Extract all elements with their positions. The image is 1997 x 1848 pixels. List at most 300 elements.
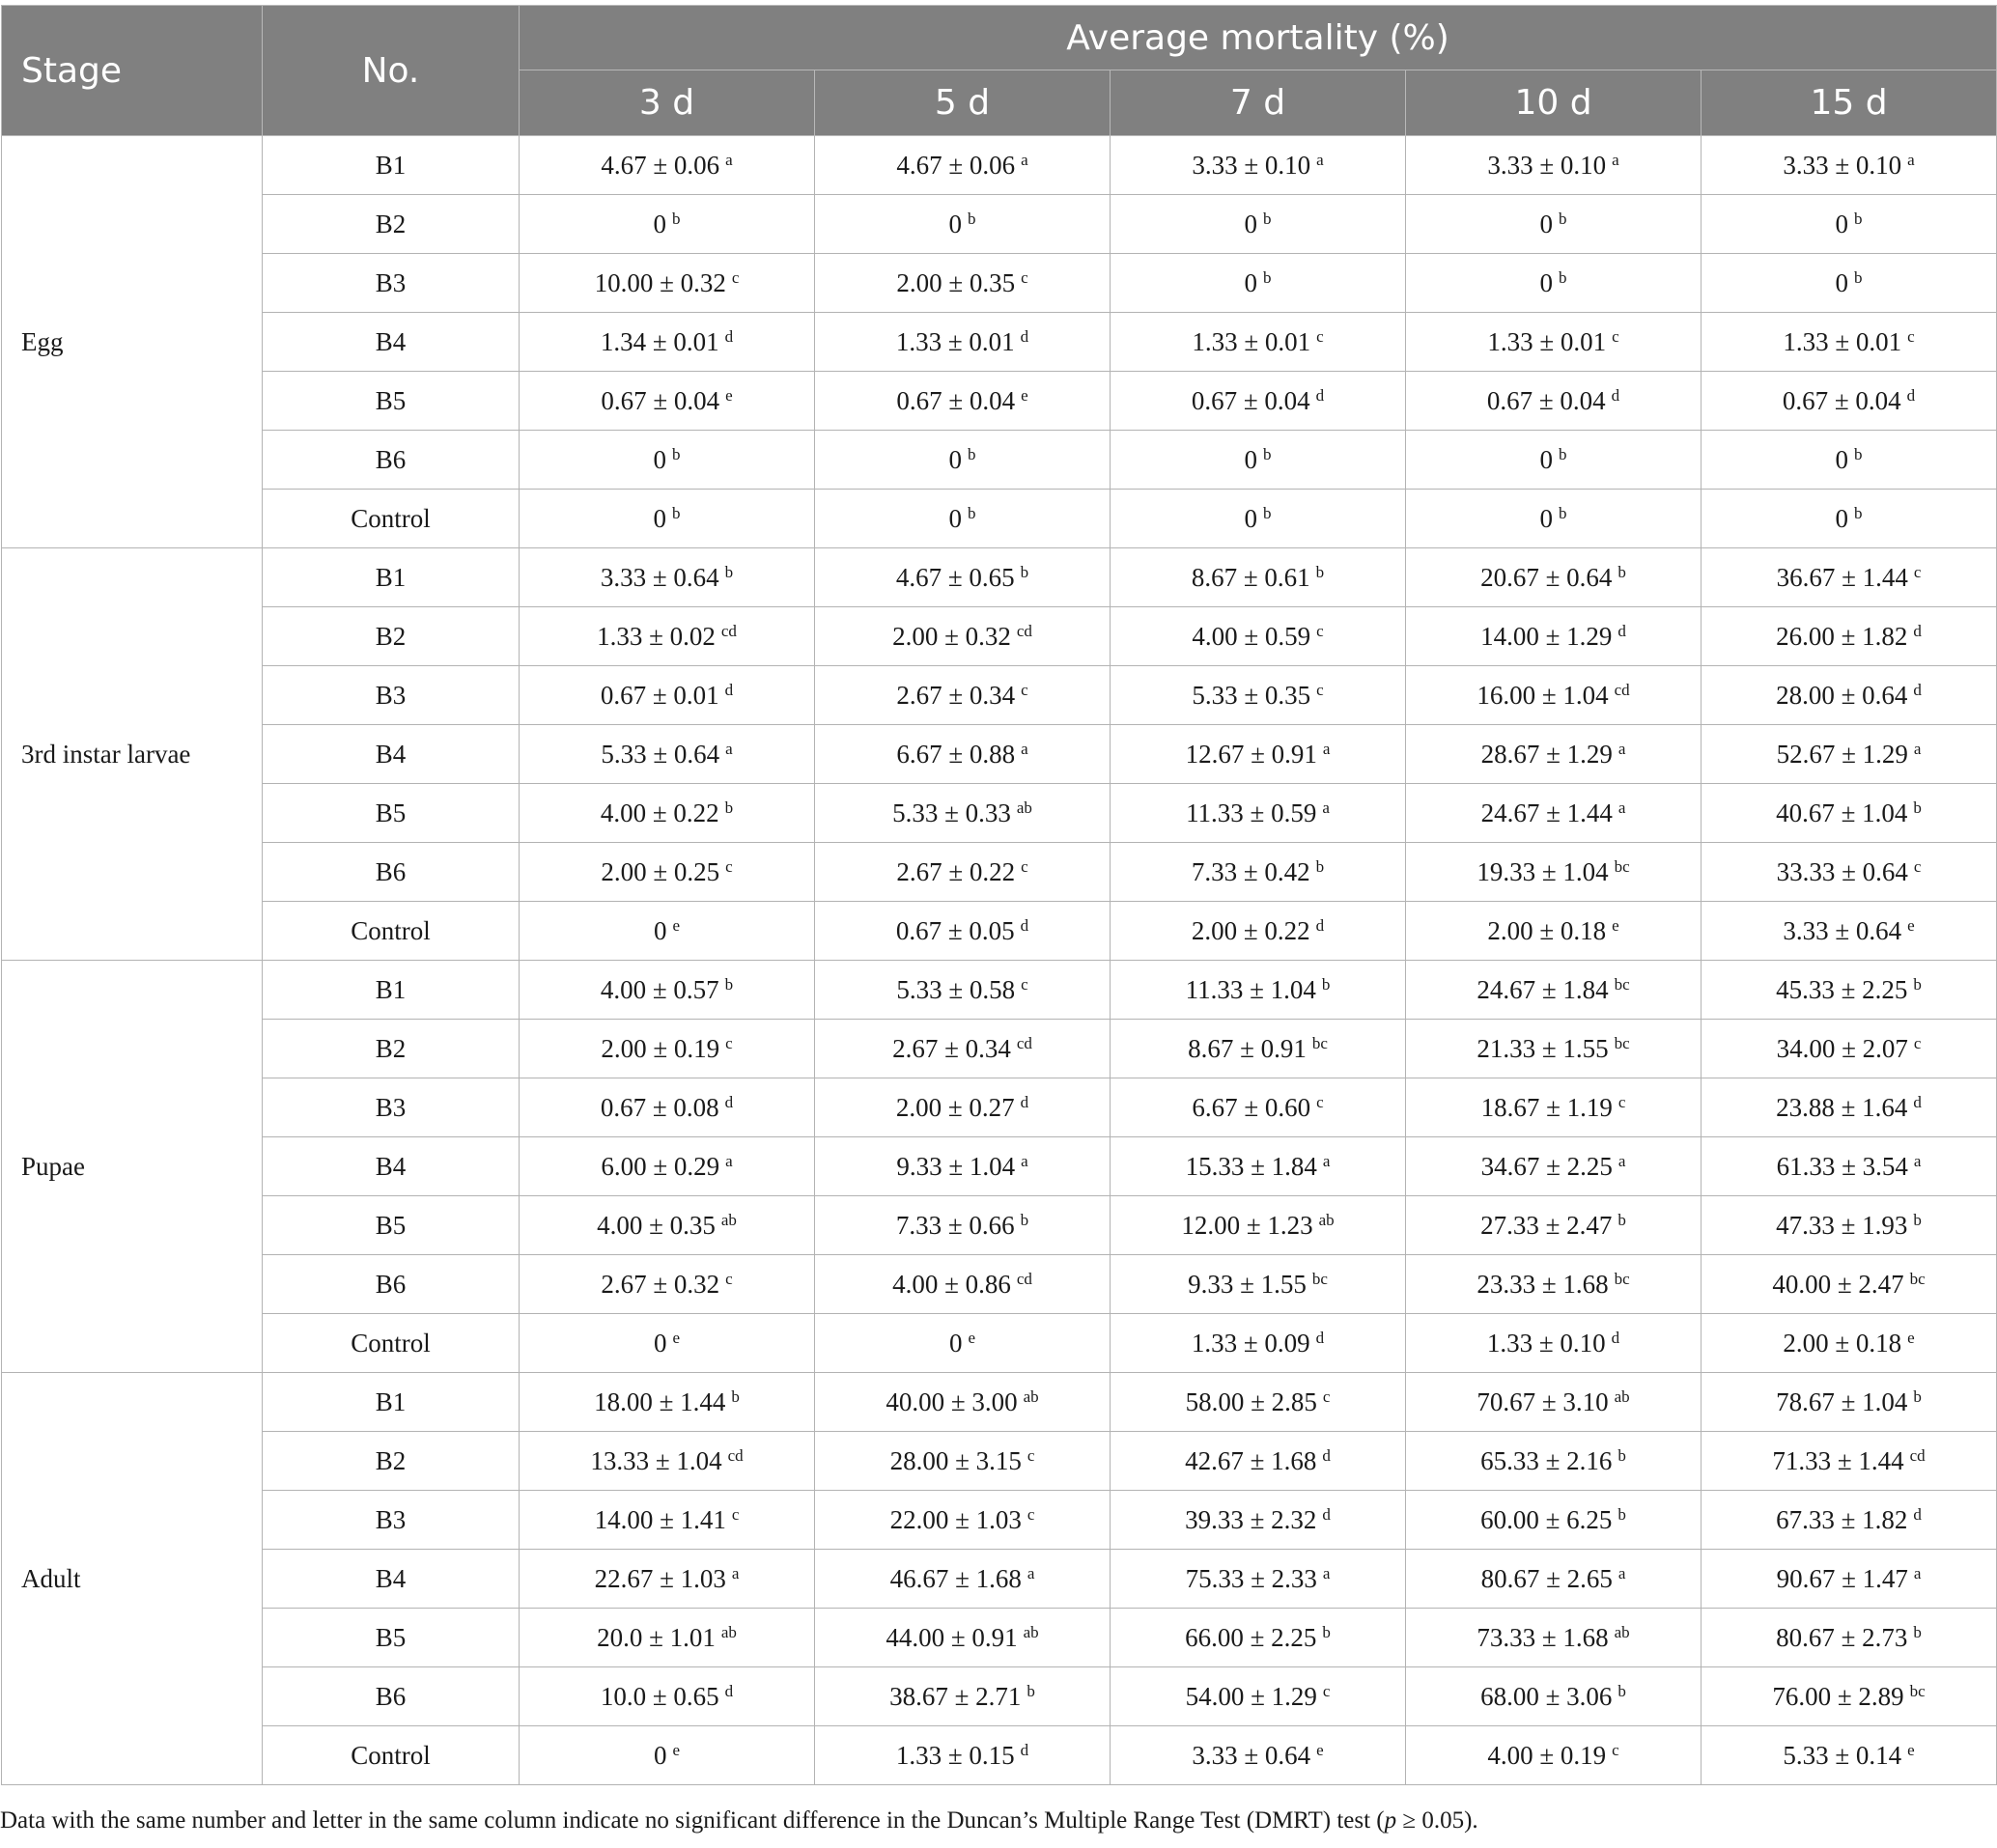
treatment-number-cell: B5 bbox=[263, 1609, 520, 1667]
mortality-value-cell bbox=[520, 725, 815, 784]
mortality-value-cell bbox=[1702, 725, 1997, 784]
mortality-value-cell bbox=[1111, 372, 1406, 431]
significance-letter: a bbox=[1913, 1151, 1922, 1170]
mortality-value-cell bbox=[1406, 1432, 1702, 1491]
significance-letter: b bbox=[1854, 209, 1863, 228]
stage-cell: 3rd instar larvae bbox=[2, 548, 263, 961]
significance-letter: a bbox=[1617, 1563, 1626, 1582]
mortality-value-cell bbox=[1406, 431, 1702, 490]
significance-letter: b bbox=[724, 562, 734, 581]
significance-letter: b bbox=[1263, 503, 1272, 522]
significance-letter: b bbox=[1559, 209, 1567, 228]
mortality-value-cell bbox=[520, 784, 815, 843]
mortality-value-cell bbox=[815, 431, 1111, 490]
table-row bbox=[2, 548, 1997, 607]
mortality-value: 4.00 ± 0.59 bbox=[1192, 621, 1311, 651]
mortality-value-cell bbox=[1111, 431, 1406, 490]
average-mortality-header: Average mortality (%) bbox=[520, 6, 1997, 70]
significance-letter: cd bbox=[1016, 1269, 1032, 1288]
significance-letter: a bbox=[1322, 1151, 1331, 1170]
treatment-number-cell: B2 bbox=[263, 195, 520, 254]
mortality-value: 10.0 ± 0.65 bbox=[600, 1681, 719, 1711]
significance-letter: d bbox=[1906, 385, 1916, 405]
mortality-value: 0 bbox=[1835, 503, 1848, 533]
significance-letter: a bbox=[1021, 739, 1028, 758]
mortality-value: 5.33 ± 0.33 bbox=[892, 798, 1011, 827]
mortality-value-cell bbox=[520, 254, 815, 313]
significance-letter: c bbox=[1027, 1504, 1035, 1524]
mortality-value-cell bbox=[1111, 490, 1406, 548]
table-row bbox=[2, 1667, 1997, 1726]
table-row bbox=[2, 902, 1997, 961]
mortality-value: 26.00 ± 1.82 bbox=[1776, 621, 1908, 651]
mortality-value: 14.00 ± 1.29 bbox=[1480, 621, 1613, 651]
mortality-value: 18.00 ± 1.44 bbox=[594, 1386, 726, 1416]
mortality-value-cell bbox=[1111, 1667, 1406, 1726]
table-row bbox=[2, 1373, 1997, 1432]
mortality-value-cell bbox=[815, 1550, 1111, 1609]
table-body bbox=[2, 136, 1997, 1785]
mortality-value-cell bbox=[1702, 1373, 1997, 1432]
significance-letter: cd bbox=[727, 1445, 744, 1465]
mortality-value: 5.33 ± 0.58 bbox=[896, 974, 1016, 1004]
table-row bbox=[2, 372, 1997, 431]
mortality-value: 0 bbox=[1244, 444, 1257, 474]
mortality-value-cell bbox=[1406, 1020, 1702, 1078]
mortality-value: 80.67 ± 2.65 bbox=[1480, 1563, 1613, 1593]
mortality-value-cell bbox=[1702, 1196, 1997, 1255]
mortality-value: 46.67 ± 1.68 bbox=[889, 1563, 1022, 1593]
mortality-value-cell bbox=[520, 1491, 815, 1550]
significance-letter: d bbox=[1913, 680, 1922, 699]
mortality-value: 42.67 ± 1.68 bbox=[1185, 1445, 1317, 1475]
day-column-header: 15 d bbox=[1702, 70, 1997, 136]
mortality-value: 1.33 ± 0.09 bbox=[1191, 1328, 1310, 1358]
day-column-header: 10 d bbox=[1406, 70, 1702, 136]
mortality-value-cell bbox=[1111, 1020, 1406, 1078]
significance-letter: cd bbox=[1016, 621, 1032, 640]
significance-letter: bc bbox=[1909, 1269, 1926, 1288]
significance-letter: b bbox=[1913, 974, 1922, 994]
mortality-value-cell bbox=[815, 1078, 1111, 1137]
mortality-value-cell bbox=[815, 313, 1111, 372]
mortality-value: 0.67 ± 0.04 bbox=[1486, 385, 1606, 415]
significance-letter: d bbox=[1315, 385, 1325, 405]
significance-letter: a bbox=[1322, 798, 1330, 817]
mortality-value: 60.00 ± 6.25 bbox=[1480, 1504, 1613, 1534]
mortality-value: 3.33 ± 0.10 bbox=[1487, 150, 1607, 180]
footnote-text: Data with the same number and letter in the same column indicate no significant difference in the Duncan’s Multiple Range Test (DMRT) test ( bbox=[0, 1807, 1385, 1834]
mortality-value: 23.88 ± 1.64 bbox=[1776, 1092, 1908, 1122]
significance-letter: b bbox=[1913, 1622, 1922, 1641]
mortality-value: 0 bbox=[1835, 209, 1848, 238]
mortality-value-cell bbox=[1406, 1726, 1702, 1785]
mortality-value-cell bbox=[1406, 548, 1702, 607]
mortality-value: 0 bbox=[1244, 267, 1257, 297]
day-column-header: 3 d bbox=[520, 70, 815, 136]
mortality-value: 70.67 ± 3.10 bbox=[1477, 1386, 1609, 1416]
significance-letter: ab bbox=[1614, 1386, 1630, 1406]
treatment-number-cell: B5 bbox=[263, 372, 520, 431]
mortality-value: 2.00 ± 0.19 bbox=[601, 1033, 720, 1063]
mortality-value: 6.67 ± 0.88 bbox=[896, 739, 1016, 769]
treatment-number-cell: Control bbox=[263, 490, 520, 548]
significance-letter: b bbox=[1263, 267, 1272, 287]
mortality-value: 28.67 ± 1.29 bbox=[1480, 739, 1613, 769]
mortality-value-cell bbox=[1111, 725, 1406, 784]
mortality-value-cell bbox=[815, 784, 1111, 843]
mortality-value-cell bbox=[1702, 490, 1997, 548]
mortality-value-cell bbox=[815, 666, 1111, 725]
mortality-value: 28.00 ± 3.15 bbox=[889, 1445, 1022, 1475]
treatment-number-cell: B3 bbox=[263, 1491, 520, 1550]
mortality-value: 0 bbox=[653, 503, 666, 533]
mortality-value: 45.33 ± 2.25 bbox=[1776, 974, 1908, 1004]
mortality-value-cell bbox=[1406, 902, 1702, 961]
treatment-number-cell: B4 bbox=[263, 1550, 520, 1609]
table-row bbox=[2, 607, 1997, 666]
mortality-value: 27.33 ± 2.47 bbox=[1480, 1210, 1613, 1240]
mortality-value: 0 bbox=[653, 1328, 667, 1358]
mortality-value-cell bbox=[815, 902, 1111, 961]
table-row bbox=[2, 254, 1997, 313]
mortality-value-cell bbox=[1702, 548, 1997, 607]
mortality-value: 0 bbox=[1835, 444, 1848, 474]
mortality-value-cell bbox=[1406, 961, 1702, 1020]
mortality-value: 3.33 ± 0.64 bbox=[600, 562, 719, 592]
mortality-value-cell bbox=[1702, 1255, 1997, 1314]
significance-letter: e bbox=[968, 1328, 976, 1347]
table-row bbox=[2, 195, 1997, 254]
mortality-value-cell bbox=[1702, 195, 1997, 254]
mortality-value: 1.33 ± 0.01 bbox=[1487, 326, 1607, 356]
mortality-value: 9.33 ± 1.04 bbox=[896, 1151, 1016, 1181]
day-column-header: 7 d bbox=[1111, 70, 1406, 136]
significance-letter: a bbox=[725, 1151, 733, 1170]
header-row-top bbox=[2, 6, 1997, 70]
significance-letter: d bbox=[1617, 621, 1626, 640]
table-row bbox=[2, 961, 1997, 1020]
mortality-value-cell bbox=[815, 1137, 1111, 1196]
mortality-value-cell bbox=[1702, 1609, 1997, 1667]
treatment-number-cell: B6 bbox=[263, 1667, 520, 1726]
significance-letter: c bbox=[731, 1504, 740, 1524]
mortality-value-cell bbox=[520, 1609, 815, 1667]
significance-letter: b bbox=[672, 503, 681, 522]
mortality-value-cell bbox=[1406, 1314, 1702, 1373]
mortality-value-cell bbox=[815, 1609, 1111, 1667]
significance-letter: c bbox=[1322, 1386, 1331, 1406]
significance-letter: bc bbox=[1311, 1269, 1328, 1288]
mortality-value: 18.67 ± 1.19 bbox=[1480, 1092, 1613, 1122]
significance-letter: bc bbox=[1311, 1033, 1328, 1052]
mortality-value: 0 bbox=[1244, 503, 1257, 533]
mortality-value: 1.33 ± 0.10 bbox=[1486, 1328, 1606, 1358]
significance-letter: c bbox=[1021, 267, 1028, 287]
mortality-value-cell bbox=[1111, 961, 1406, 1020]
significance-letter: a bbox=[1913, 739, 1922, 758]
mortality-value-cell bbox=[815, 1373, 1111, 1432]
table-row bbox=[2, 666, 1997, 725]
mortality-value-cell bbox=[520, 607, 815, 666]
mortality-value-cell bbox=[815, 1314, 1111, 1373]
treatment-number-cell: B3 bbox=[263, 254, 520, 313]
mortality-value-cell bbox=[1702, 1432, 1997, 1491]
mortality-value: 2.00 ± 0.18 bbox=[1487, 915, 1607, 945]
mortality-value-cell bbox=[1111, 666, 1406, 725]
significance-letter: e bbox=[1612, 915, 1619, 935]
mortality-value: 4.67 ± 0.65 bbox=[895, 562, 1015, 592]
significance-letter: c bbox=[1316, 680, 1324, 699]
mortality-value-cell bbox=[1406, 313, 1702, 372]
mortality-value-cell bbox=[520, 1137, 815, 1196]
significance-letter: b bbox=[1617, 1504, 1626, 1524]
mortality-value: 0 bbox=[653, 915, 667, 945]
mortality-value: 9.33 ± 1.55 bbox=[1188, 1269, 1307, 1299]
significance-letter: c bbox=[1913, 1033, 1922, 1052]
mortality-value-cell bbox=[1111, 548, 1406, 607]
mortality-value-cell bbox=[1406, 490, 1702, 548]
mortality-value: 21.33 ± 1.55 bbox=[1477, 1033, 1609, 1063]
table-row bbox=[2, 1491, 1997, 1550]
mortality-value-cell bbox=[815, 548, 1111, 607]
significance-letter: ab bbox=[720, 1210, 737, 1229]
mortality-value: 0.67 ± 0.08 bbox=[600, 1092, 719, 1122]
significance-letter: c bbox=[725, 1269, 733, 1288]
mortality-value: 0.67 ± 0.04 bbox=[896, 385, 1016, 415]
mortality-value-cell bbox=[1702, 431, 1997, 490]
mortality-value-cell bbox=[815, 1196, 1111, 1255]
significance-letter: a bbox=[725, 739, 733, 758]
mortality-value: 11.33 ± 1.04 bbox=[1185, 974, 1316, 1004]
mortality-value: 0 bbox=[948, 444, 962, 474]
mortality-value: 0 bbox=[1244, 209, 1257, 238]
mortality-value-cell bbox=[1406, 1373, 1702, 1432]
mortality-value-cell bbox=[520, 431, 815, 490]
mortality-value: 73.33 ± 1.68 bbox=[1477, 1622, 1609, 1652]
mortality-value-cell bbox=[1111, 1550, 1406, 1609]
mortality-value-cell bbox=[1702, 1491, 1997, 1550]
mortality-value: 33.33 ± 0.64 bbox=[1776, 856, 1908, 886]
table-row bbox=[2, 1137, 1997, 1196]
mortality-value: 12.67 ± 0.91 bbox=[1185, 739, 1317, 769]
mortality-value-cell bbox=[815, 136, 1111, 195]
table-row bbox=[2, 1432, 1997, 1491]
mortality-value: 5.33 ± 0.14 bbox=[1783, 1740, 1902, 1770]
significance-letter: c bbox=[1907, 326, 1915, 346]
significance-letter: bc bbox=[1614, 856, 1630, 876]
mortality-value: 4.00 ± 0.86 bbox=[892, 1269, 1011, 1299]
mortality-value-cell bbox=[1406, 1137, 1702, 1196]
significance-letter: a bbox=[1322, 1563, 1331, 1582]
mortality-value-cell bbox=[1702, 666, 1997, 725]
significance-letter: c bbox=[1027, 1445, 1035, 1465]
mortality-value: 0 bbox=[1539, 209, 1553, 238]
mortality-value: 2.67 ± 0.34 bbox=[892, 1033, 1011, 1063]
mortality-value: 8.67 ± 0.91 bbox=[1188, 1033, 1307, 1063]
footnote-text-end: ≥ 0.05). bbox=[1396, 1807, 1478, 1834]
mortality-value-cell bbox=[815, 961, 1111, 1020]
table-row bbox=[2, 784, 1997, 843]
table-row bbox=[2, 1078, 1997, 1137]
mortality-value-cell bbox=[1111, 1432, 1406, 1491]
significance-letter: c bbox=[1617, 1092, 1626, 1111]
treatment-number-cell: B4 bbox=[263, 725, 520, 784]
significance-letter: b bbox=[731, 1386, 740, 1406]
significance-letter: a bbox=[725, 150, 733, 169]
mortality-value: 0 bbox=[653, 1740, 667, 1770]
significance-letter: d bbox=[1611, 385, 1620, 405]
significance-letter: d bbox=[1020, 1740, 1029, 1759]
mortality-value: 0 bbox=[1539, 503, 1553, 533]
mortality-value-cell bbox=[520, 490, 815, 548]
mortality-value-cell bbox=[1702, 254, 1997, 313]
significance-letter: ab bbox=[1318, 1210, 1335, 1229]
mortality-value-cell bbox=[520, 1078, 815, 1137]
mortality-value-cell bbox=[1406, 1491, 1702, 1550]
significance-letter: c bbox=[1021, 974, 1028, 994]
mortality-table-container bbox=[1, 5, 1996, 1785]
mortality-value-cell bbox=[1111, 1373, 1406, 1432]
mortality-value-cell bbox=[520, 1255, 815, 1314]
significance-letter: d bbox=[1020, 1092, 1029, 1111]
mortality-value: 58.00 ± 2.85 bbox=[1185, 1386, 1317, 1416]
mortality-value-cell bbox=[520, 372, 815, 431]
significance-letter: b bbox=[1027, 1681, 1035, 1700]
mortality-value: 6.00 ± 0.29 bbox=[601, 1151, 720, 1181]
mortality-value: 3.33 ± 0.64 bbox=[1783, 915, 1902, 945]
mortality-value-cell bbox=[520, 1314, 815, 1373]
significance-letter: b bbox=[1617, 1445, 1626, 1465]
mortality-value-cell bbox=[1702, 902, 1997, 961]
mortality-value: 2.67 ± 0.34 bbox=[896, 680, 1016, 710]
mortality-value-cell bbox=[1406, 666, 1702, 725]
significance-letter: c bbox=[1316, 621, 1324, 640]
treatment-number-cell: B2 bbox=[263, 607, 520, 666]
mortality-value: 40.67 ± 1.04 bbox=[1776, 798, 1908, 827]
mortality-value-cell bbox=[1702, 1667, 1997, 1726]
significance-letter: c bbox=[1612, 326, 1619, 346]
significance-letter: b bbox=[968, 444, 976, 463]
significance-letter: b bbox=[968, 503, 976, 522]
table-footnote bbox=[0, 1807, 1478, 1834]
significance-letter: e bbox=[672, 915, 681, 935]
treatment-number-cell: B1 bbox=[263, 1373, 520, 1432]
mortality-value-cell bbox=[1702, 784, 1997, 843]
significance-letter: c bbox=[1021, 856, 1028, 876]
mortality-value: 66.00 ± 2.25 bbox=[1185, 1622, 1317, 1652]
significance-letter: d bbox=[1322, 1445, 1331, 1465]
mortality-value: 0.67 ± 0.04 bbox=[1191, 385, 1310, 415]
mortality-value-cell bbox=[815, 372, 1111, 431]
treatment-number-cell: B3 bbox=[263, 1078, 520, 1137]
table-header bbox=[2, 6, 1997, 136]
mortality-value: 4.00 ± 0.22 bbox=[600, 798, 719, 827]
mortality-value: 75.33 ± 2.33 bbox=[1185, 1563, 1317, 1593]
significance-letter: b bbox=[1315, 856, 1325, 876]
significance-letter: b bbox=[1913, 1386, 1922, 1406]
significance-letter: a bbox=[1617, 798, 1626, 817]
mortality-value-cell bbox=[1111, 1078, 1406, 1137]
mortality-value-cell bbox=[520, 1550, 815, 1609]
mortality-value-cell bbox=[815, 1255, 1111, 1314]
significance-letter: a bbox=[1913, 1563, 1922, 1582]
significance-letter: c bbox=[725, 856, 733, 876]
mortality-value: 0.67 ± 0.01 bbox=[600, 680, 719, 710]
mortality-value: 7.33 ± 0.42 bbox=[1191, 856, 1310, 886]
table-row bbox=[2, 1255, 1997, 1314]
table-row bbox=[2, 1314, 1997, 1373]
mortality-value-cell bbox=[815, 195, 1111, 254]
table-row bbox=[2, 431, 1997, 490]
mortality-value: 3.33 ± 0.64 bbox=[1192, 1740, 1311, 1770]
mortality-value-cell bbox=[815, 490, 1111, 548]
mortality-value-cell bbox=[520, 1726, 815, 1785]
significance-letter: d bbox=[1913, 1504, 1922, 1524]
treatment-number-cell: B6 bbox=[263, 1255, 520, 1314]
significance-letter: bc bbox=[1614, 1033, 1630, 1052]
table-row bbox=[2, 1609, 1997, 1667]
significance-letter: d bbox=[724, 1681, 734, 1700]
table-row bbox=[2, 136, 1997, 195]
mortality-value: 24.67 ± 1.44 bbox=[1480, 798, 1613, 827]
mortality-value-cell bbox=[1111, 1137, 1406, 1196]
mortality-value: 22.67 ± 1.03 bbox=[594, 1563, 726, 1593]
significance-letter: cd bbox=[1909, 1445, 1926, 1465]
significance-letter: b bbox=[1617, 1681, 1626, 1700]
significance-letter: a bbox=[1021, 150, 1028, 169]
mortality-value: 0 bbox=[653, 444, 666, 474]
mortality-value-cell bbox=[1111, 1314, 1406, 1373]
mortality-value: 39.33 ± 2.32 bbox=[1185, 1504, 1317, 1534]
mortality-value-cell bbox=[1406, 254, 1702, 313]
stage-cell: Adult bbox=[2, 1373, 263, 1785]
mortality-value-cell bbox=[1406, 372, 1702, 431]
significance-letter: c bbox=[1316, 326, 1324, 346]
mortality-value: 0.67 ± 0.05 bbox=[895, 915, 1015, 945]
significance-letter: d bbox=[1322, 1504, 1331, 1524]
mortality-value: 19.33 ± 1.04 bbox=[1477, 856, 1609, 886]
mortality-value-cell bbox=[1111, 1196, 1406, 1255]
significance-letter: bc bbox=[1614, 974, 1630, 994]
significance-letter: b bbox=[1617, 1210, 1626, 1229]
treatment-number-cell: Control bbox=[263, 1726, 520, 1785]
significance-letter: d bbox=[1315, 915, 1325, 935]
stage-cell: Egg bbox=[2, 136, 263, 548]
significance-letter: b bbox=[1263, 209, 1272, 228]
significance-letter: ab bbox=[1614, 1622, 1630, 1641]
mortality-value-cell bbox=[1702, 961, 1997, 1020]
mortality-value: 7.33 ± 0.66 bbox=[895, 1210, 1015, 1240]
mortality-value-cell bbox=[520, 961, 815, 1020]
treatment-number-cell: B3 bbox=[263, 666, 520, 725]
significance-letter: b bbox=[968, 209, 976, 228]
significance-letter: c bbox=[1322, 1681, 1331, 1700]
significance-letter: b bbox=[672, 209, 681, 228]
mortality-value-cell bbox=[1702, 607, 1997, 666]
treatment-number-cell: Control bbox=[263, 902, 520, 961]
mortality-value: 0 bbox=[1539, 267, 1553, 297]
mortality-value-cell bbox=[1702, 1137, 1997, 1196]
mortality-value: 0.67 ± 0.04 bbox=[601, 385, 720, 415]
significance-letter: cd bbox=[1614, 680, 1630, 699]
mortality-value-cell bbox=[520, 1432, 815, 1491]
mortality-value: 90.67 ± 1.47 bbox=[1776, 1563, 1908, 1593]
mortality-value: 3.33 ± 0.10 bbox=[1192, 150, 1311, 180]
significance-letter: d bbox=[724, 1092, 734, 1111]
mortality-value-cell bbox=[520, 1020, 815, 1078]
mortality-value-cell bbox=[520, 902, 815, 961]
